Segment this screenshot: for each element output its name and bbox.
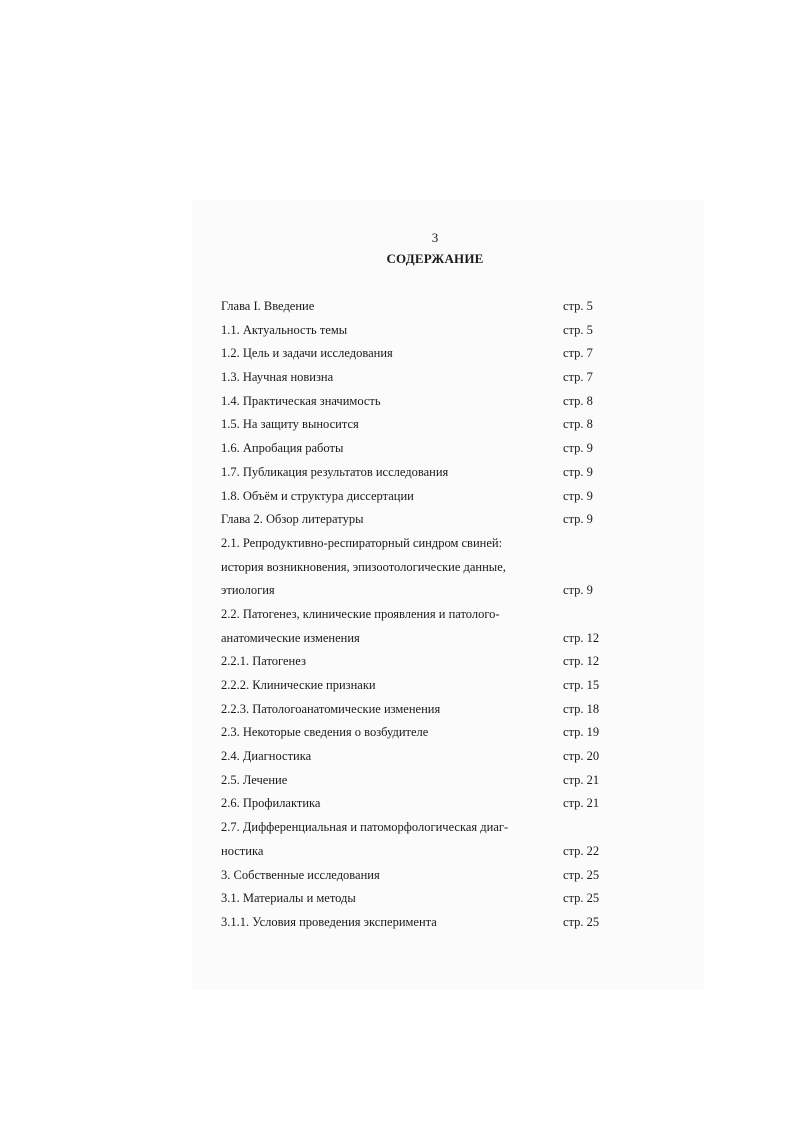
toc-line: [221, 724, 611, 748]
toc-line: [221, 345, 611, 369]
toc-entry-page: стр. 5: [563, 299, 593, 313]
toc-entry-text: 2.2. Патогенез, клинические проявления и патолого-: [221, 606, 500, 621]
toc-entry-text: 1.3. Научная новизна: [221, 370, 334, 385]
toc-entry-text: 2.7. Дифференциальная и патоморфологическая диаг-: [221, 820, 509, 835]
table-of-contents: [221, 298, 611, 938]
toc-line: [221, 795, 611, 819]
toc-entry-text: Глава I. Введение: [221, 299, 315, 313]
toc-entry-page: стр. 22: [563, 843, 600, 858]
toc-entry-page: стр. 21: [563, 772, 600, 787]
toc-line: [221, 440, 611, 464]
toc-entry-text: 1.8. Объём и структура диссертации: [221, 488, 414, 503]
toc-entry-page: стр. 8: [563, 393, 593, 408]
toc-entry-page: стр. 7: [563, 370, 593, 385]
toc-line: [221, 322, 611, 346]
toc-entry-text: анатомические изменения: [221, 630, 360, 645]
toc-entry-text: 1.1. Актуальность темы: [221, 322, 348, 337]
toc-entry-text: 2.2.2. Клинические признаки: [221, 678, 376, 692]
toc-entry-page: стр. 9: [563, 583, 593, 598]
toc-line: [221, 582, 611, 606]
toc-line: [221, 298, 611, 322]
toc-entry-text: 2.2.1. Патогенез: [221, 654, 306, 669]
toc-line: [221, 819, 611, 843]
toc-entry-page: стр. 25: [563, 914, 600, 929]
toc-line: [221, 559, 611, 583]
toc-line: [221, 369, 611, 393]
toc-entry-text: 1.7. Публикация результатов исследования: [221, 464, 449, 479]
toc-line: [221, 701, 611, 725]
toc-line: [221, 393, 611, 417]
toc-line: [221, 914, 611, 938]
toc-title: СОДЕРЖАНИЕ: [386, 251, 484, 266]
toc-line: [221, 843, 611, 867]
page-number: 3: [431, 230, 439, 245]
toc-entry-page: стр. 19: [563, 725, 600, 740]
toc-entry-page: стр. 20: [563, 749, 600, 764]
toc-entry-page: стр. 8: [563, 417, 593, 432]
toc-entry-page: стр. 9: [563, 441, 593, 456]
toc-entry-page: стр. 15: [563, 678, 600, 692]
toc-entry-page: стр. 9: [563, 488, 593, 503]
toc-entry-text: 1.5. На защиту выносится: [221, 417, 359, 432]
toc-line: [221, 488, 611, 512]
toc-entry-text: ностика: [221, 843, 264, 858]
toc-entry-text: 3.1.1. Условия проведения эксперимента: [221, 914, 437, 929]
toc-entry-page: стр. 9: [563, 464, 593, 479]
toc-entry-page: стр. 12: [563, 630, 600, 645]
toc-entry-page: стр. 12: [563, 654, 600, 669]
toc-entry-page: стр. 9: [563, 512, 593, 527]
toc-line: [221, 772, 611, 796]
toc-entry-text: 3.1. Материалы и методы: [221, 891, 356, 906]
toc-entry-text: Глава 2. Обзор литературы: [221, 512, 364, 527]
toc-entry-page: стр. 5: [563, 322, 593, 337]
toc-entry-text: 1.2. Цель и задачи исследования: [221, 346, 393, 361]
toc-line: [221, 677, 611, 701]
toc-line: [221, 416, 611, 440]
toc-entry-page: стр. 18: [563, 701, 600, 716]
toc-entry-page: стр. 21: [563, 796, 600, 811]
toc-entry-text: история возникновения, эпизоотологические данные,: [221, 559, 506, 574]
toc-entry-text: 2.6. Профилактика: [221, 796, 321, 811]
toc-line: [221, 748, 611, 772]
toc-line: [221, 535, 611, 559]
toc-entry-text: 1.6. Апробация работы: [221, 441, 344, 456]
toc-entry-text: 2.1. Репродуктивно-респираторный синдром свиней:: [221, 535, 503, 550]
toc-entry-page: стр. 7: [563, 346, 593, 361]
toc-entry-page: стр. 25: [563, 891, 600, 906]
toc-entry-text: 3. Собственные исследования: [221, 867, 380, 882]
toc-entry-page: стр. 25: [563, 867, 600, 882]
toc-line: [221, 606, 611, 630]
toc-line: [221, 653, 611, 677]
toc-entry-text: этиология: [221, 583, 275, 598]
toc-entry-text: 2.5. Лечение: [221, 772, 288, 787]
toc-entry-text: 2.2.3. Патологоанатомические изменения: [221, 701, 441, 716]
toc-line: [221, 630, 611, 654]
toc-line: [221, 890, 611, 914]
toc-entry-text: 2.4. Диагностика: [221, 749, 312, 764]
toc-line: [221, 867, 611, 891]
toc-line: [221, 464, 611, 488]
toc-entry-text: 1.4. Практическая значимость: [221, 393, 381, 408]
toc-line: [221, 511, 611, 535]
toc-entry-text: 2.3. Некоторые сведения о возбудителе: [221, 725, 429, 740]
